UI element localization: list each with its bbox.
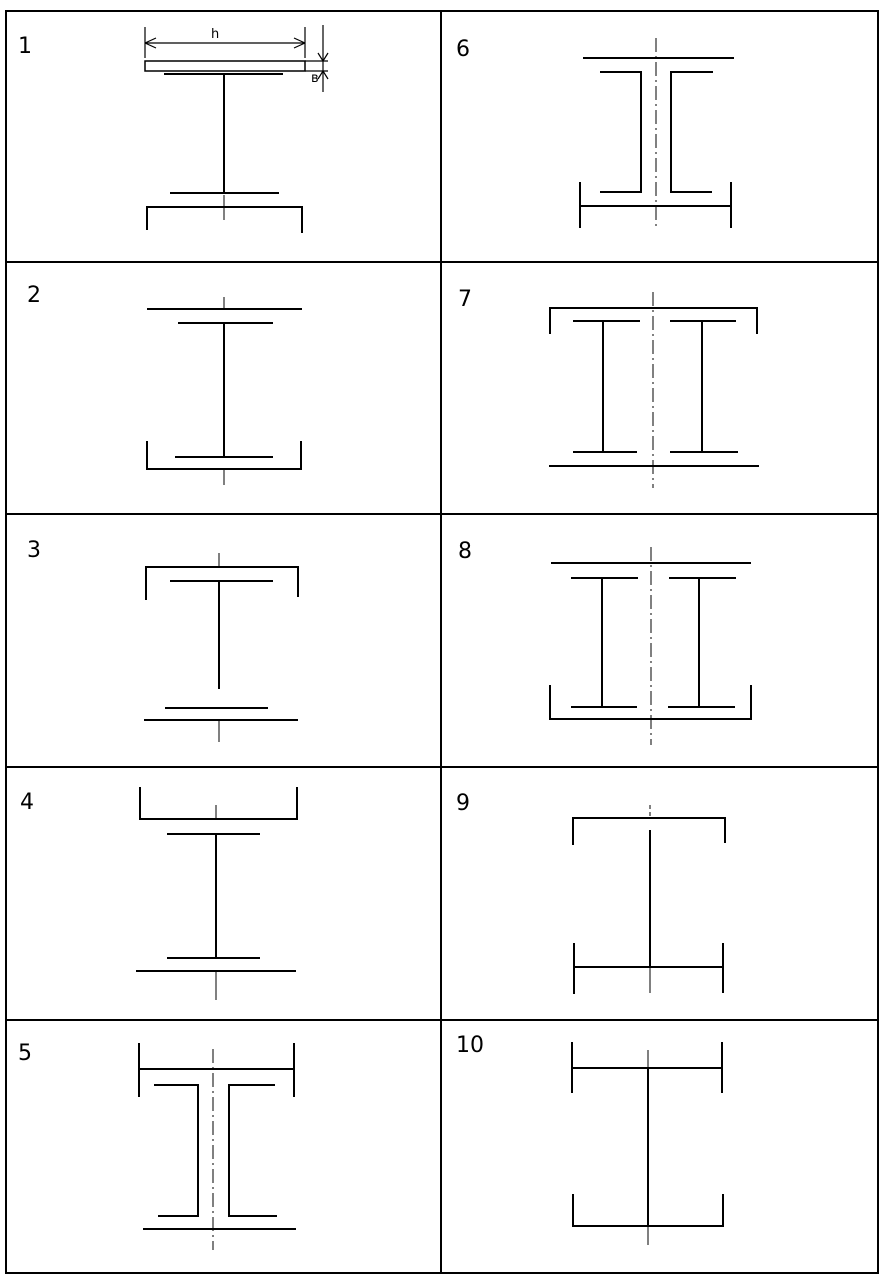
section-8 bbox=[550, 547, 751, 745]
cell-number: 8 bbox=[458, 539, 472, 564]
cell-number: 5 bbox=[18, 1041, 32, 1066]
cell-number: 7 bbox=[458, 287, 472, 312]
cell-number: 6 bbox=[456, 37, 470, 62]
section-4 bbox=[136, 787, 297, 1000]
section-7 bbox=[549, 292, 759, 488]
cell-number: 3 bbox=[27, 538, 41, 563]
dimension-h bbox=[145, 27, 305, 58]
section-3 bbox=[144, 553, 298, 742]
dimension-label-b: в bbox=[311, 71, 319, 86]
cell-number: 10 bbox=[456, 1033, 484, 1058]
section-1 bbox=[145, 25, 328, 233]
cell-number: 4 bbox=[20, 790, 34, 815]
table-grid bbox=[6, 11, 878, 1273]
section-10 bbox=[572, 1042, 723, 1245]
section-6 bbox=[580, 38, 734, 228]
section-2 bbox=[147, 297, 302, 485]
section-5 bbox=[139, 1043, 296, 1250]
dimension-label-h: h bbox=[211, 27, 220, 42]
cell-number: 9 bbox=[456, 791, 470, 816]
cell-number: 1 bbox=[18, 34, 32, 59]
cell-numbers bbox=[18, 34, 484, 1066]
section-9 bbox=[573, 805, 725, 994]
cell-number: 2 bbox=[27, 283, 41, 308]
